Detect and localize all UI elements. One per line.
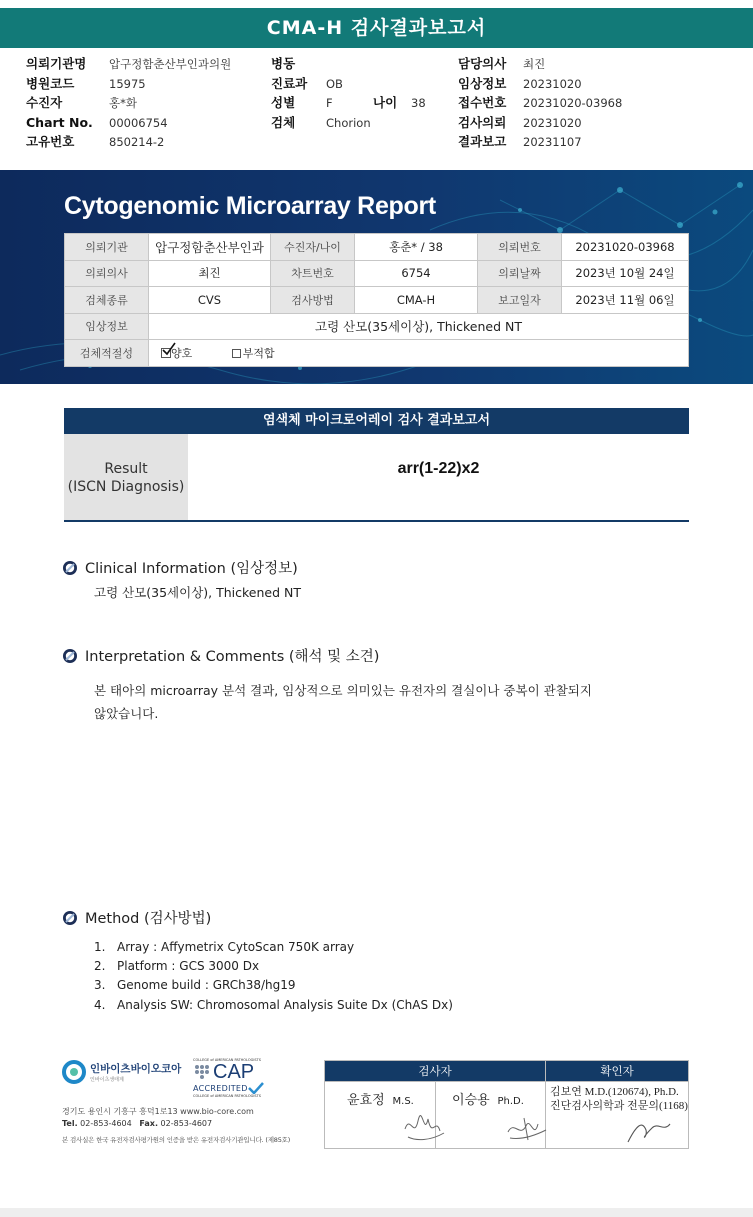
value-doctor: 최진 xyxy=(523,57,546,71)
label-chart-no: Chart No. xyxy=(26,114,93,130)
list-item-number: 1. xyxy=(94,940,106,954)
table-cell: 검체종류 xyxy=(65,287,149,314)
section-bullet-icon xyxy=(62,560,78,576)
list-item xyxy=(94,957,453,976)
list-item-text: Platform : GCS 3000 Dx xyxy=(117,959,260,974)
checkmark-icon xyxy=(248,1082,264,1094)
summary-table xyxy=(64,233,689,367)
adequacy-label: 검체적절성 xyxy=(65,340,149,367)
adequacy-ok-checkbox xyxy=(161,348,171,358)
examiner1-degree: M.S. xyxy=(392,1096,414,1107)
table-cell: 의뢰번호 xyxy=(478,234,562,261)
company-logo-icon xyxy=(62,1060,86,1084)
list-item-text: Analysis SW: Chromosomal Analysis Suite Dx (ChAS Dx) xyxy=(117,997,453,1012)
label-institution: 의뢰기관명 xyxy=(26,56,87,71)
label-result-report: 결과보고 xyxy=(458,134,507,149)
list-item-number: 3. xyxy=(94,978,106,993)
header-left xyxy=(26,54,231,152)
list-item-number: 4. xyxy=(94,997,106,1012)
confirmer-cell xyxy=(546,1082,689,1149)
table-cell: 의뢰의사 xyxy=(65,260,149,287)
table-row xyxy=(65,234,689,261)
header-mid xyxy=(271,54,426,132)
method-section-title: Method (검사방법) xyxy=(85,911,212,927)
report-title: CMA-H 검사결과보고서 xyxy=(0,8,753,48)
label-receipt-no: 접수번호 xyxy=(458,95,507,110)
clinical-info-label: 임상정보 xyxy=(65,313,149,340)
cap-seal-icon xyxy=(193,1063,211,1081)
adequacy-bad-label: 부적합 xyxy=(242,346,275,360)
company-logo xyxy=(62,1060,181,1084)
value-specimen: Chorion xyxy=(326,115,371,130)
result-value: arr(1-22)x2 xyxy=(397,460,480,477)
examiner2-cell xyxy=(435,1082,545,1149)
company-subtitle: 인바이츠생태계 xyxy=(90,1077,124,1083)
section-bullet-icon xyxy=(62,648,78,664)
table-cell: CMA-H xyxy=(355,287,478,314)
value-result-report: 20231107 xyxy=(523,135,582,149)
section-bullet-icon xyxy=(62,910,78,926)
value-clinical-info: 20231020 xyxy=(523,76,582,91)
interpretation-line2: 않았습니다. xyxy=(94,706,159,721)
table-cell: 의뢰기관 xyxy=(65,234,149,261)
label-unique-no: 고유번호 xyxy=(26,134,75,149)
clinical-text: 고령 산모(35세이상), Thickened NT xyxy=(94,585,301,600)
examiner-header: 검사자 xyxy=(325,1061,546,1082)
method-section-heading xyxy=(62,907,211,928)
interpretation-line1: 본 태아의 microarray 분석 결과, 임상적으로 의미있는 유전자의 결실이나 중복이 관찰되지 xyxy=(94,683,592,698)
label-patient: 수진자 xyxy=(26,95,63,110)
banner-title: Cytogenomic Microarray Report xyxy=(64,192,436,220)
value-chart-no: 00006754 xyxy=(109,115,168,130)
label-test-request: 검사의뢰 xyxy=(458,114,507,130)
certification-notice: 본 검사실은 한국 유전자검사평가원의 인증을 받은 유전자검사기관입니다. (제85호) xyxy=(62,1136,291,1144)
table-cell: 2023년 11월 06일 xyxy=(562,287,689,314)
cap-accredited-text: ACCREDITED xyxy=(193,1083,248,1093)
list-item xyxy=(94,996,453,1015)
table-cell: 검사방법 xyxy=(271,287,355,314)
page-bottom-strip xyxy=(0,1208,753,1217)
list-item-text: Array : Affymetrix CytoScan 750K array xyxy=(117,940,355,954)
label-hospital-code: 병원코드 xyxy=(26,75,75,91)
interpretation-text xyxy=(94,679,592,725)
fax-number: 02-853-4607 xyxy=(160,1119,213,1128)
label-age: 나이 xyxy=(373,95,398,110)
adequacy-ok-label: 양호 xyxy=(171,346,193,360)
value-age: 38 xyxy=(411,96,426,110)
examiner2-signature xyxy=(504,1110,550,1144)
value-institution: 압구정함춘산부인과의원 xyxy=(109,57,232,71)
label-specimen: 검체 xyxy=(271,114,296,130)
table-cell: 보고일자 xyxy=(478,287,562,314)
list-item-number: 2. xyxy=(94,959,106,974)
table-cell: 6754 xyxy=(355,260,478,287)
fax-label: Fax. xyxy=(139,1119,158,1128)
signature-table xyxy=(324,1060,689,1149)
label-department: 진료과 xyxy=(271,75,308,91)
table-cell: 홍춘* / 38 xyxy=(355,234,478,261)
value-receipt-no: 20231020-03968 xyxy=(523,96,623,110)
checkmark-icon xyxy=(161,341,177,357)
method-list xyxy=(94,938,453,1015)
value-test-request: 20231020 xyxy=(523,115,582,130)
clinical-section-heading xyxy=(62,557,298,578)
cap-bottom-text: COLLEGE of AMERICAN PATHOLOGISTS xyxy=(193,1094,261,1098)
clinical-section-title: Clinical Information (임상정보) xyxy=(85,561,298,577)
cap-logo xyxy=(193,1058,273,1098)
company-contact xyxy=(62,1119,212,1128)
list-item-text: Genome build : GRCh38/hg19 xyxy=(117,978,296,993)
interpretation-section-heading xyxy=(62,645,379,666)
table-cell: CVS xyxy=(149,287,271,314)
cap-top-text: COLLEGE of AMERICAN PATHOLOGISTS xyxy=(193,1058,261,1062)
label-clinical-info: 임상정보 xyxy=(458,75,507,91)
result-box xyxy=(64,434,689,522)
examiner1-name: 윤효정 xyxy=(347,1093,385,1108)
company-name: 인바이츠바이오코아 xyxy=(90,1063,182,1075)
confirmer-line2: 진단검사의학과 전문의(1168) xyxy=(550,1100,688,1112)
label-sex: 성별 xyxy=(271,95,296,110)
confirmer-signature xyxy=(624,1116,674,1146)
examiner1-cell xyxy=(325,1082,436,1149)
value-department: OB xyxy=(326,76,343,91)
value-hospital-code: 15975 xyxy=(109,76,146,91)
value-patient: 홍*화 xyxy=(109,96,137,110)
examiner2-name: 이승용 xyxy=(451,1093,490,1108)
table-cell: 의뢰날짜 xyxy=(478,260,562,287)
interpretation-section-title: Interpretation & Comments (해석 및 소견) xyxy=(85,649,380,665)
clinical-info-value: 고령 산모(35세이상), Thickened NT xyxy=(149,313,689,340)
table-row xyxy=(65,313,689,340)
table-cell: 수진자/나이 xyxy=(271,234,355,261)
adequacy-bad-checkbox xyxy=(232,349,241,358)
result-label-line2: (ISCN Diagnosis) xyxy=(67,479,185,495)
confirmer-header: 확인자 xyxy=(546,1061,689,1082)
table-cell: 최진 xyxy=(149,260,271,287)
result-label xyxy=(64,434,188,520)
table-cell: 차트번호 xyxy=(271,260,355,287)
header-right xyxy=(458,54,622,152)
result-section-title: 염색체 마이크로어레이 검사 결과보고서 xyxy=(64,408,689,434)
cap-text: CAP xyxy=(213,1061,255,1083)
confirmer-line1: 김보연 M.D.(120674), Ph.D. xyxy=(550,1086,679,1098)
table-row xyxy=(65,340,689,367)
company-address: 경기도 용인시 기흥구 흥덕1로13 www.bio-core.com xyxy=(62,1107,254,1116)
value-unique-no: 850214-2 xyxy=(109,135,165,149)
list-item xyxy=(94,938,453,957)
table-cell: 2023년 10월 24일 xyxy=(562,260,689,287)
label-ward: 병동 xyxy=(271,56,296,71)
table-cell: 20231020-03968 xyxy=(562,234,689,261)
company-footer xyxy=(62,1058,322,1158)
tel-label: Tel. xyxy=(62,1119,78,1128)
tel-number: 02-853-4604 xyxy=(80,1119,132,1128)
table-cell: 압구정함춘산부인과 xyxy=(149,234,271,261)
table-row xyxy=(65,287,689,314)
label-doctor: 담당의사 xyxy=(458,56,507,71)
list-item xyxy=(94,976,453,995)
table-row xyxy=(65,260,689,287)
value-sex: F xyxy=(326,96,333,110)
examiner2-degree: Ph.D. xyxy=(497,1096,524,1107)
result-label-line1: Result xyxy=(104,461,148,477)
